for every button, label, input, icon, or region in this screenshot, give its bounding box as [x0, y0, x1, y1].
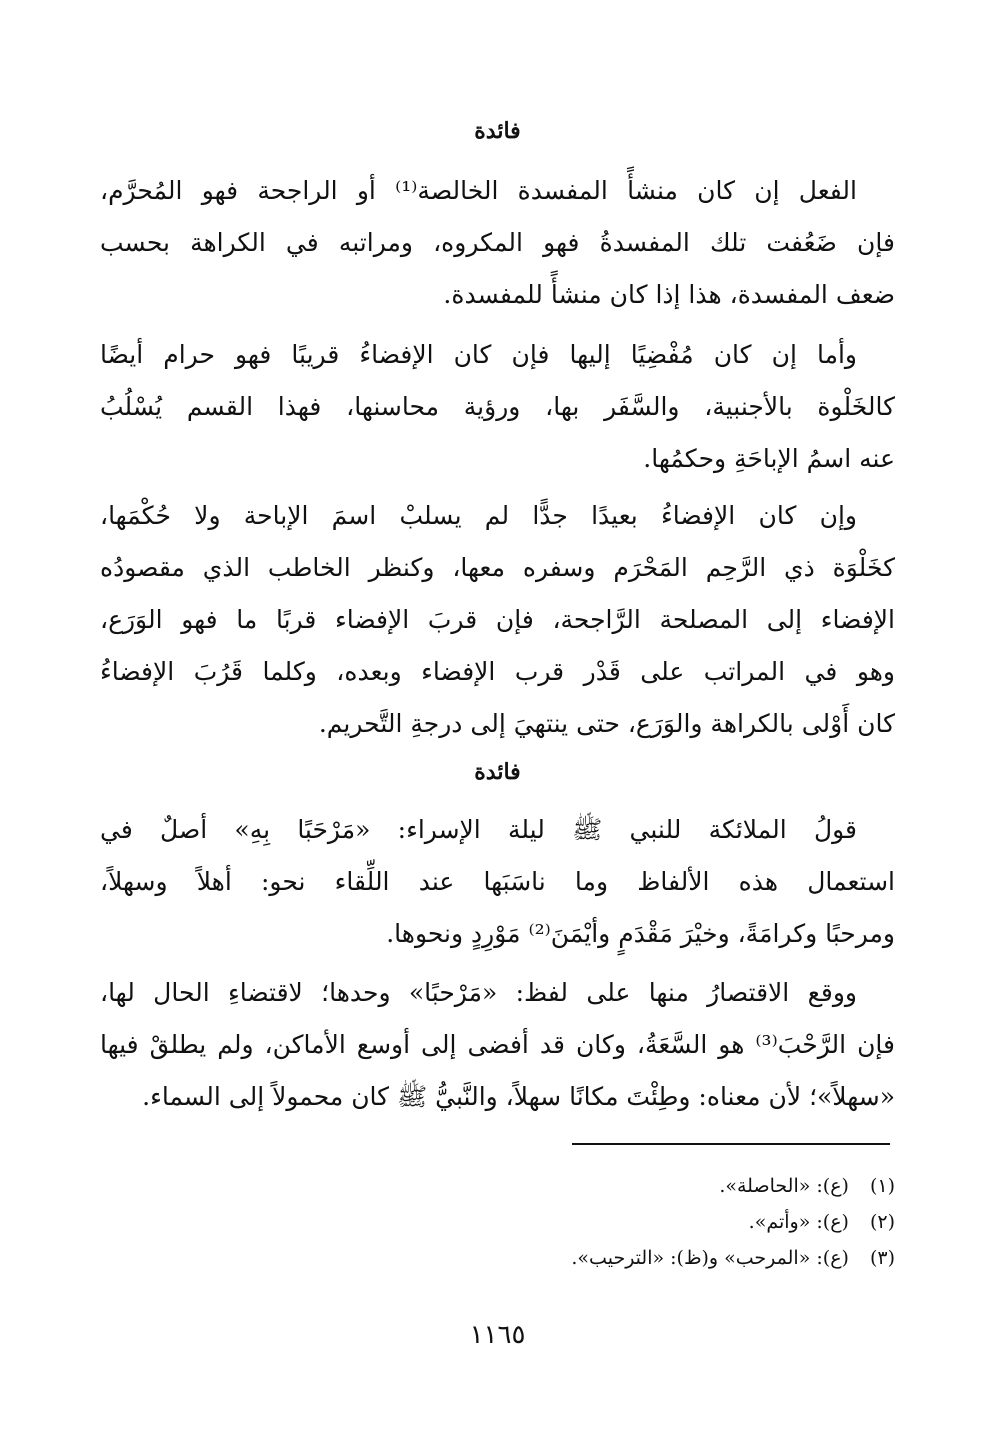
page-number: ١١٦٥	[469, 1320, 526, 1350]
text-line: فإن ضَعُفت تلك المفسدةُ فهو المكروه، ومراتبه في الكراهة بحسب	[100, 228, 895, 257]
text-line: ووقع الاقتصارُ منها على لفظ: «مَرْحبًا» وحدها؛ لاقتضاءِ الحال لها،	[100, 978, 857, 1007]
text-line: ومرحبًا وكرامَةً، وخيْرَ مَقْدَمٍ وأيْمَنَ⁽²⁾ مَوْرِدٍ ونحوها.	[386, 919, 895, 948]
footnote-text: (ع): «وأتم».	[748, 1211, 849, 1233]
footnote-text: (ع): «الحاصلة».	[719, 1175, 849, 1197]
paragraph	[100, 967, 895, 1123]
footnote	[300, 1240, 895, 1276]
text-line: كالخَلْوة بالأجنبية، والسَّفَر بها، ورؤية محاسنها، فهذا القسم يُسْلُبُ	[100, 392, 895, 421]
footnote-divider	[572, 1143, 890, 1145]
text-line: عنه اسمُ الإباحَةِ وحكمُها.	[643, 444, 895, 473]
section-heading: فائدة	[474, 118, 521, 144]
text-line: وأما إن كان مُفْضِيًا إليها فإن كان الإفضاءُ قريبًا فهو حرام أيضًا	[100, 340, 857, 369]
text-line: قولُ الملائكة للنبي ﷺ ليلة الإسراء: «مَرْحَبًا بِهِ» أصلٌ في	[100, 815, 857, 844]
text-line: ضعف المفسدة، هذا إذا كان منشأً للمفسدة.	[443, 280, 895, 309]
text-line: كخَلْوَة ذي الرَّحِم المَحْرَم وسفره معها، وكنظر الخاطب الذي مقصودُه	[100, 553, 895, 582]
text-line: كان أَوْلى بالكراهة والوَرَع، حتى ينتهيَ إلى درجةِ التَّحريم.	[318, 709, 895, 738]
text-line: «سهلاً»؛ لأن معناه: وطِئْتَ مكانًا سهلاً، والنَّبيُّ ﷺ كان محمولاً إلى السماء.	[142, 1082, 895, 1111]
text-line: فإن الرَّحْبَ⁽³⁾ هو السَّعَةُ، وكان قد أفضى إلى أوسع الأماكن، ولم يطلقْ فيها	[100, 1030, 895, 1059]
paragraph	[100, 804, 895, 960]
footnote	[300, 1168, 895, 1204]
paragraph	[100, 490, 895, 750]
footnote-text: (ع): «المرحب» و(ظ): «الترحيب».	[571, 1247, 849, 1269]
text-line: وإن كان الإفضاءُ بعيدًا جدًّا لم يسلبْ اسمَ الإباحة ولا حُكْمَها،	[100, 501, 857, 530]
section-heading: فائدة	[474, 759, 521, 785]
footnote-number: (٢)	[869, 1211, 895, 1233]
footnote-number: (٣)	[869, 1247, 895, 1269]
paragraph	[100, 165, 895, 321]
text-line: وهو في المراتب على قَدْر قرب الإفضاء وبعده، وكلما قَرُبَ الإفضاءُ	[100, 657, 895, 686]
text-line: الإفضاء إلى المصلحة الرَّاجحة، فإن قربَ الإفضاء قربًا ما فهو الوَرَع،	[100, 605, 895, 634]
footnote-number: (١)	[869, 1175, 895, 1197]
text-line: استعمال هذه الألفاظ وما ناسَبَها عند اللِّقاء نحو: أهلاً وسهلاً،	[100, 867, 895, 896]
footnotes	[300, 1168, 895, 1276]
paragraph	[100, 329, 895, 485]
footnote	[300, 1204, 895, 1240]
text-line: الفعل إن كان منشأً المفسدة الخالصة⁽¹⁾ أو الراجحة فهو المُحرَّم،	[100, 176, 857, 205]
